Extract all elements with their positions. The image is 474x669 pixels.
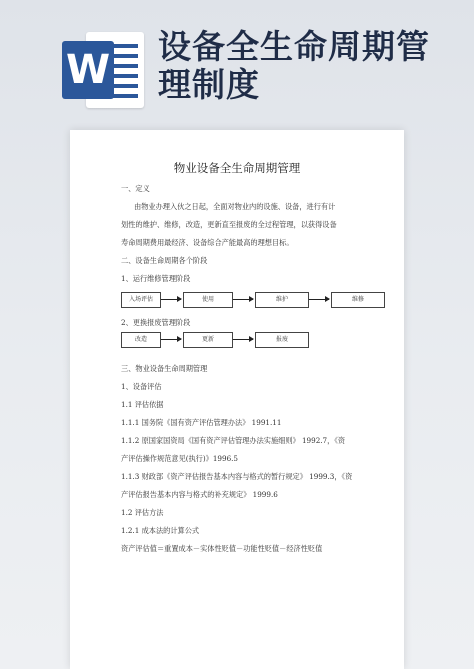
subsection-heading: 1、设备评估 bbox=[121, 382, 162, 391]
flow-arrow bbox=[161, 299, 181, 300]
subsection-heading: 2、更换报废管理阶段 bbox=[121, 318, 191, 327]
flow-box: 维护 bbox=[255, 292, 309, 308]
subsection-heading: 1、运行维修管理阶段 bbox=[121, 274, 191, 283]
paragraph-line: 由物业办理入伙之日起，全面对物业内的设施、设备，进行有计 bbox=[134, 202, 336, 211]
document-page bbox=[70, 130, 404, 669]
paragraph-line: 1.1.2 原国家国资局《国有资产评估管理办法实施细则》 1992.7，《资 bbox=[121, 436, 346, 445]
word-document-icon bbox=[62, 32, 144, 108]
section-heading: 二、设备生命周期各个阶段 bbox=[121, 256, 208, 265]
subsection-heading: 1.1 评估依据 bbox=[121, 400, 164, 409]
flow-box: 更新 bbox=[183, 332, 233, 348]
paragraph-line: 1.1.3 财政部《资产评估报告基本内容与格式的暂行规定》 1999.3，《资 bbox=[121, 472, 353, 481]
paragraph-line: 产评估操作规范意见(执行)》1996.5 bbox=[121, 454, 239, 463]
flow-arrow bbox=[309, 299, 329, 300]
header-banner bbox=[0, 0, 474, 122]
flow-box: 维修 bbox=[331, 292, 385, 308]
paragraph-line: 寿命周期费用最经济、设备综合产能最高的理想目标。 bbox=[121, 238, 294, 247]
subsection-heading: 1.2 评估方法 bbox=[121, 508, 164, 517]
flow-box: 使用 bbox=[183, 292, 233, 308]
flow-box: 入场评估 bbox=[121, 292, 161, 308]
subsection-heading: 1.2.1 成本法的计算公式 bbox=[121, 526, 200, 535]
flow-arrow bbox=[233, 299, 253, 300]
section-heading: 一、定义 bbox=[121, 184, 150, 193]
document-title: 物业设备全生命周期管理 bbox=[173, 161, 301, 175]
section-heading: 三、物业设备生命周期管理 bbox=[121, 364, 208, 373]
formula-line: 资产评估值＝重置成本－实体性贬值－功能性贬值－经济性贬值 bbox=[121, 544, 323, 553]
flow-box: 报废 bbox=[255, 332, 309, 348]
paragraph-line: 划性的维护、维修，改造，更新直至报废的全过程管理，以获得设备 bbox=[121, 220, 337, 229]
flow-arrow bbox=[233, 339, 253, 340]
word-icon-badge: W bbox=[62, 41, 114, 99]
flow-arrow bbox=[161, 339, 181, 340]
flow-box: 改造 bbox=[121, 332, 161, 348]
banner-title: 设备全生命周期管理制度 bbox=[158, 27, 430, 104]
paragraph-line: 1.1.1 国务院《国有资产评估管理办法》 1991.11 bbox=[121, 418, 282, 427]
paragraph-line: 产评估报告基本内容与格式的补充规定》 1999.6 bbox=[121, 490, 278, 499]
